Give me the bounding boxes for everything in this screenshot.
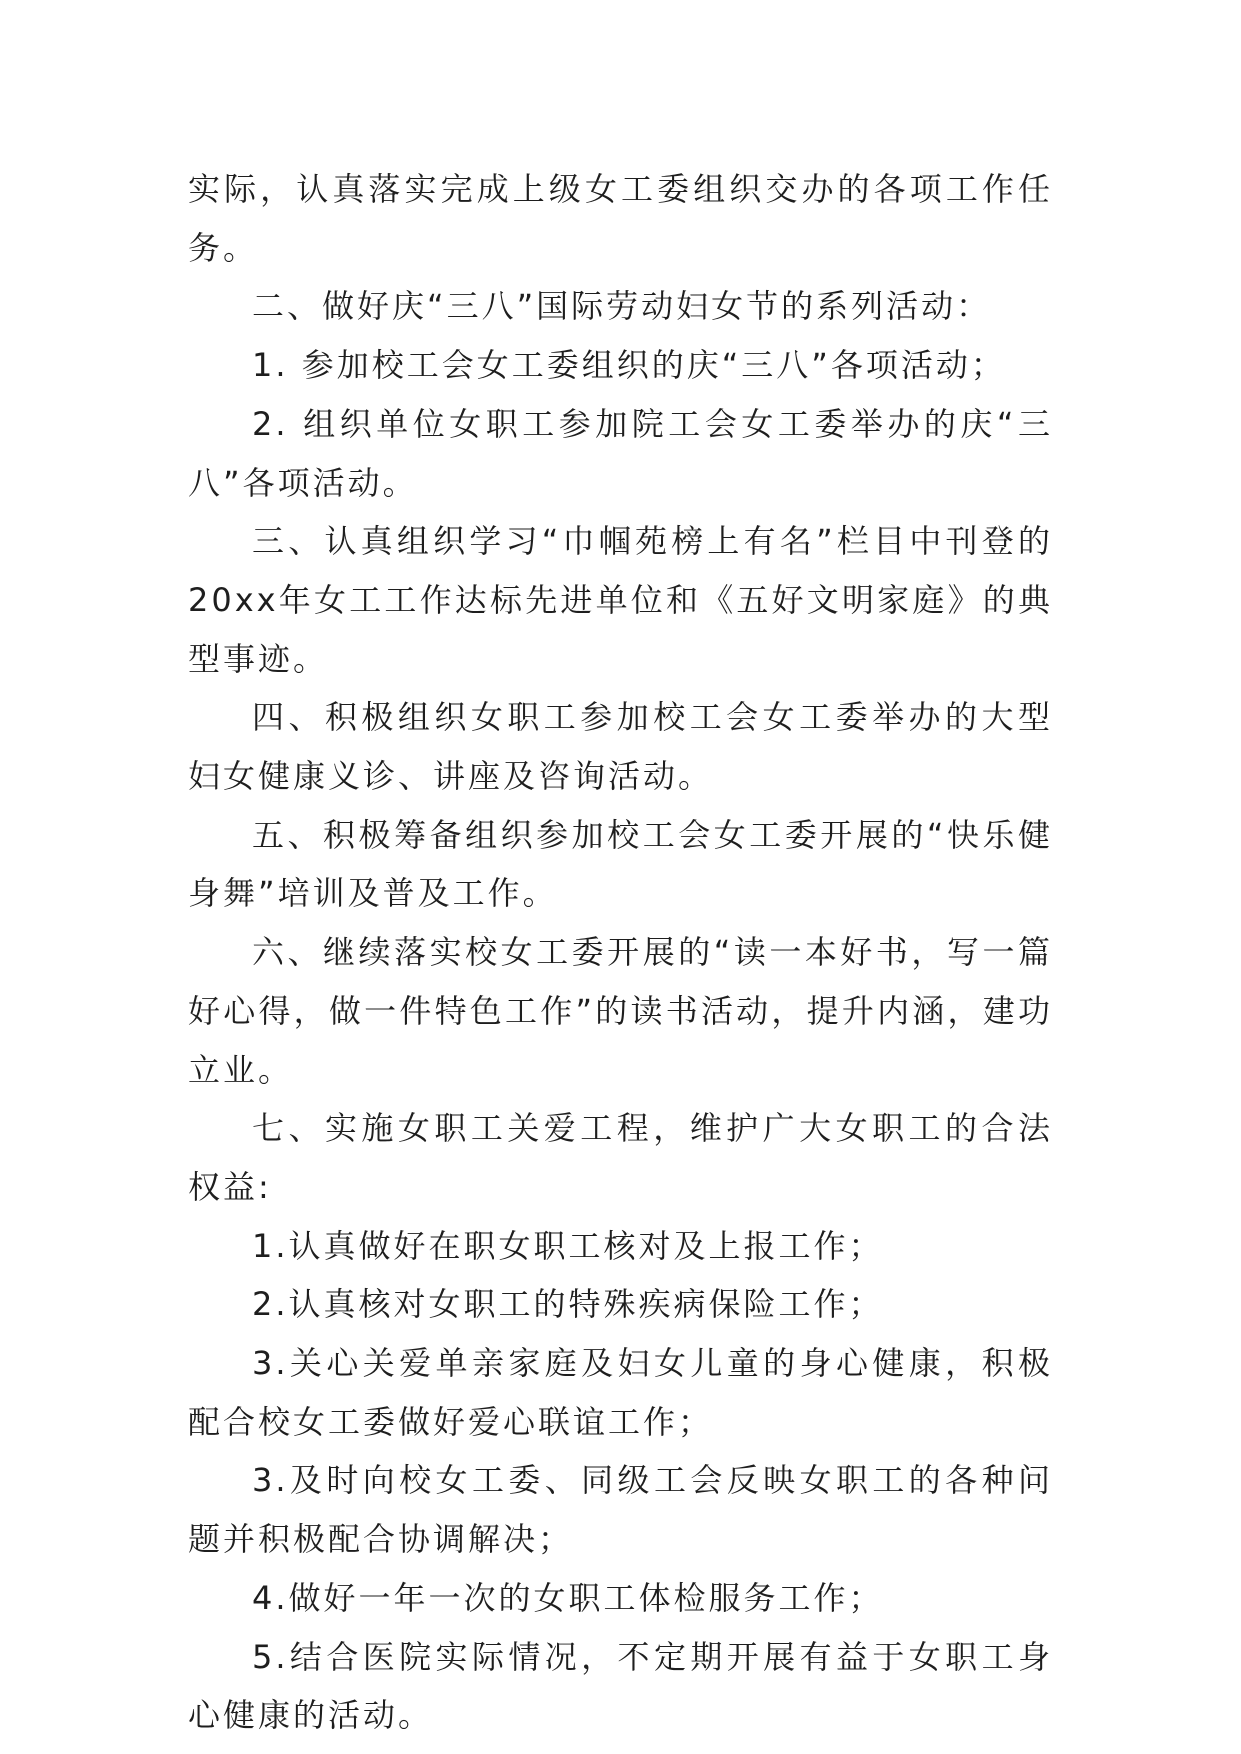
document-body bbox=[188, 160, 1053, 1745]
paragraph-section-7: 七、实施女职工关爱工程，维护广大女职工的合法权益: bbox=[188, 1109, 1053, 1206]
paragraph-item-7-4: 4.做好一年一次的女职工体检服务工作； bbox=[252, 1578, 884, 1617]
paragraph-item-7-2: 2.认真核对女职工的特殊疾病保险工作； bbox=[252, 1285, 884, 1324]
paragraph-section-2: 二、做好庆“三八”国际劳动妇女节的系列活动： bbox=[252, 287, 992, 326]
paragraph-item-7-3b: 3.及时向校女工委、同级工会反映女职工的各种问题并积极配合协调解决； bbox=[188, 1461, 1053, 1559]
paragraph-section-3: 三、认真组织学习“巾帼苑榜上有名”栏目中刊登的20xx年女工工作达标先进单位和《五好文明家庭》的典型事迹。 bbox=[188, 522, 1053, 678]
paragraph-continuation: 实际，认真落实完成上级女工委组织交办的各项工作任务。 bbox=[188, 170, 1053, 267]
paragraph-item-2-1: 1. 参加校工会女工委组织的庆“三八”各项活动； bbox=[252, 346, 1006, 385]
paragraph-section-6: 六、继续落实校女工委开展的“读一本好书，写一篇好心得，做一件特色工作”的读书活动，提升内涵，建功立业。 bbox=[188, 933, 1053, 1089]
paragraph-item-7-5: 5.结合医院实际情况，不定期开展有益于女职工身心健康的活动。 bbox=[188, 1637, 1053, 1735]
paragraph-section-5: 五、积极筹备组织参加校工会女工委开展的“快乐健身舞”培训及普及工作。 bbox=[188, 815, 1053, 913]
paragraph-item-2-2: 2. 组织单位女职工参加院工会女工委举办的庆“三八”各项活动。 bbox=[188, 404, 1053, 502]
paragraph-item-7-3a: 3.关心关爱单亲家庭及妇女儿童的身心健康，积极配合校女工委做好爱心联谊工作； bbox=[188, 1344, 1053, 1441]
paragraph-section-4: 四、积极组织女职工参加校工会女工委举办的大型妇女健康义诊、讲座及咨询活动。 bbox=[188, 698, 1053, 796]
paragraph-item-7-1: 1.认真做好在职女职工核对及上报工作； bbox=[252, 1226, 884, 1265]
